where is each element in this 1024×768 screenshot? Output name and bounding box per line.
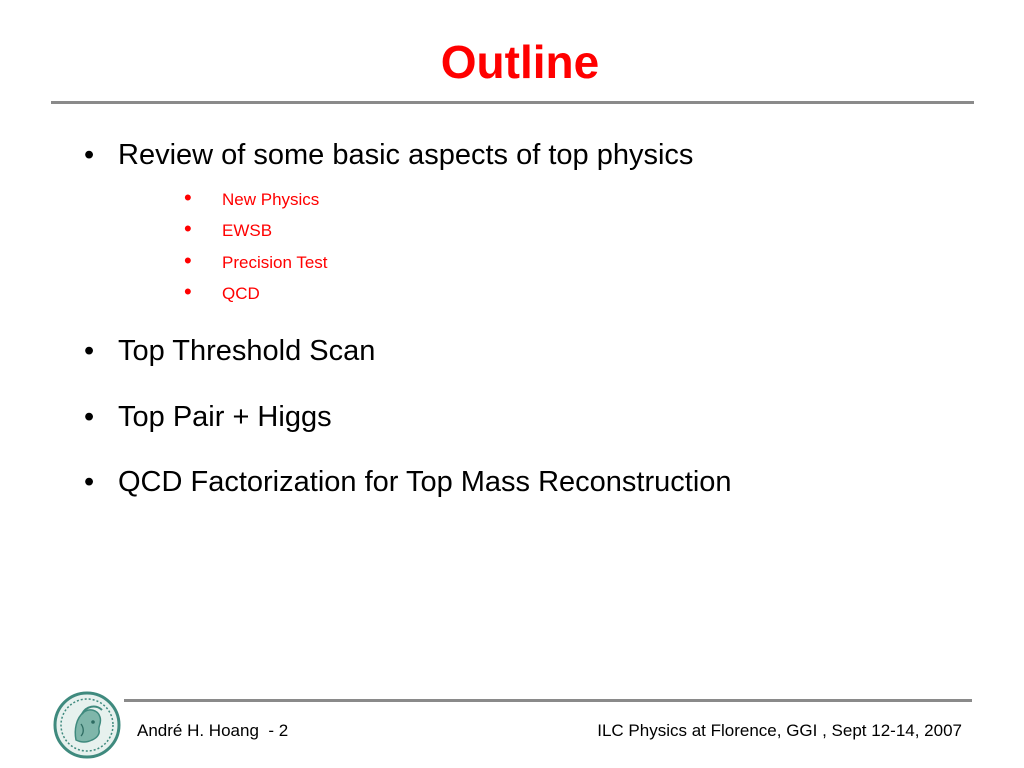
- bullet-text: QCD Factorization for Top Mass Reconstruction: [118, 466, 732, 498]
- footer-event: ILC Physics at Florence, GGI , Sept 12-14, 2007: [597, 721, 962, 740]
- sub-bullet-dot: •: [184, 279, 192, 304]
- sub-bullet-dot: •: [184, 216, 192, 241]
- bullet-dot: •: [84, 139, 95, 171]
- sub-bullet-dot: •: [184, 185, 192, 210]
- bullet-dot: •: [84, 466, 95, 498]
- sub-bullet-text: QCD: [222, 284, 260, 303]
- sub-bullet-text: Precision Test: [222, 253, 328, 272]
- minerva-seal-icon: [52, 690, 122, 760]
- bullet-dot: •: [84, 335, 95, 367]
- sub-bullet-text: New Physics: [222, 190, 320, 209]
- footer-divider: [124, 699, 972, 702]
- bullet-text: Top Threshold Scan: [118, 335, 376, 367]
- bullet-text: Top Pair + Higgs: [118, 401, 332, 433]
- bullet-dot: •: [84, 401, 95, 433]
- footer-author-page: André H. Hoang - 2: [137, 721, 289, 740]
- title-divider: [51, 101, 974, 104]
- slide-title: Outline: [440, 36, 600, 88]
- bullet-text: Review of some basic aspects of top physics: [118, 139, 694, 171]
- sub-bullet-dot: •: [184, 248, 192, 273]
- sub-bullet-text: EWSB: [222, 221, 273, 240]
